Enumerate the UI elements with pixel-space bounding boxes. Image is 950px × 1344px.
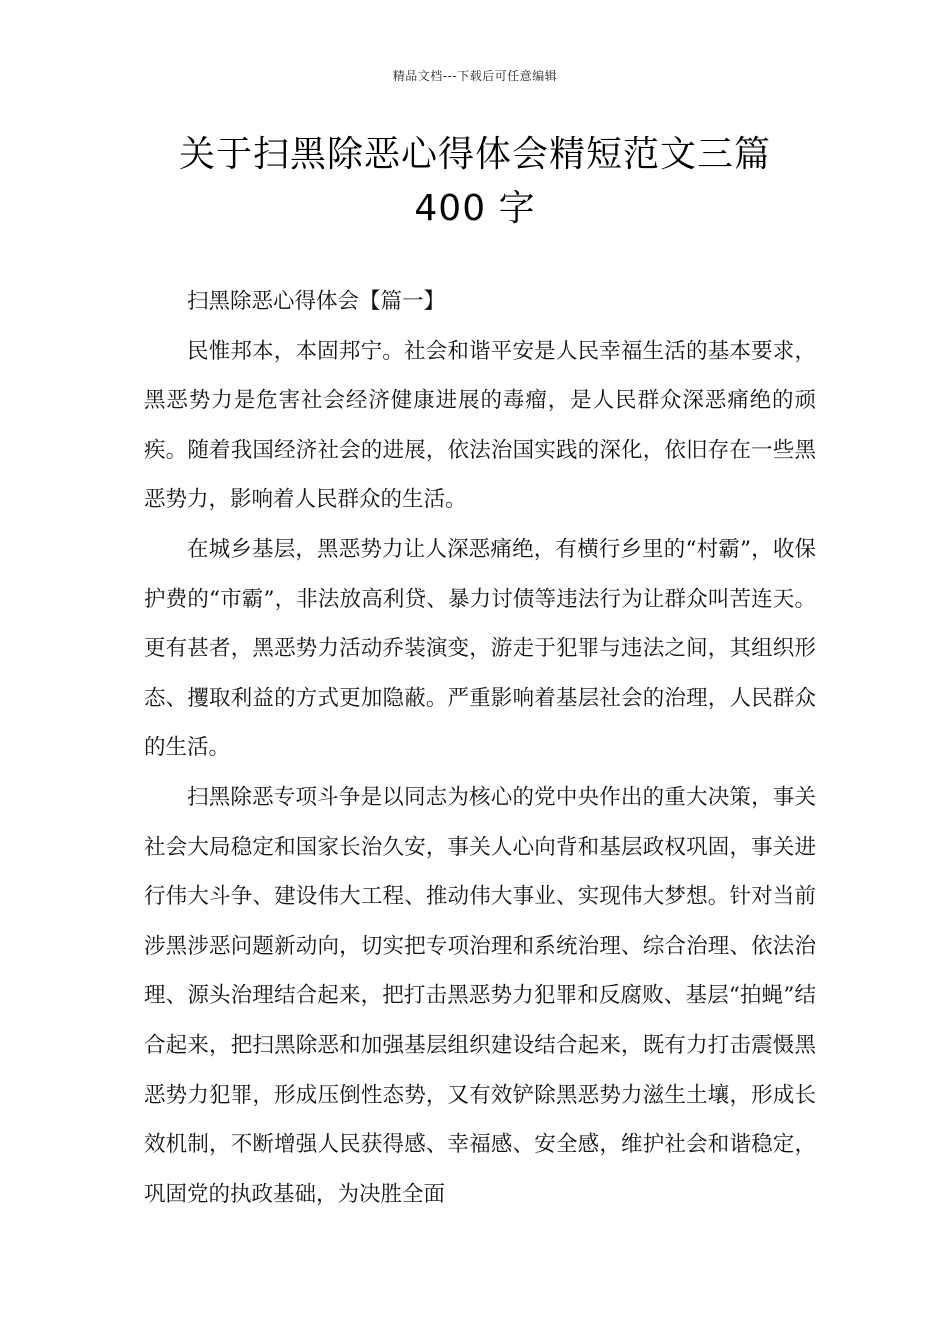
section-heading: 扫黑除恶心得体会【篇一】 — [187, 289, 446, 314]
title-line-2: 400 字 — [414, 188, 536, 229]
header-note: 精品文档---下载后可任意编辑 — [392, 69, 558, 83]
paragraph-3: 扫黑除恶专项斗争是以同志为核心的党中央作出的重大决策，事关社会大局稳定和国家长治久安，事关人心向背和基层政权巩固，事关进行伟大斗争、建设伟大工程、推动伟大事业、实现伟大梦想。针对当前涉黑涉恶问题新动向，切实把专项治理和系统治理、综合治理、依法治理、源头治理结合起来，把打击黑恶势力犯罪和反腐败、基层“拍蝇”结合起来，把扫黑除恶和加强基层组织建设结合起来，既有力打击震慑黑恶势力犯罪，形成压倒性态势，又有效铲除黑恶势力滋生土壤，形成长效机制，不断增强人民获得感、幸福感、安全感，维护社会和谐稳定，巩固党的执政基础，为决胜全面 — [144, 784, 816, 1207]
paragraph-2: 在城乡基层，黑恶势力让人深恶痛绝，有横行乡里的“村霸”，收保护费的“市霸”，非法放高利贷、暴力讨债等违法行为让群众叫苦连天。更有甚者，黑恶势力活动乔装演变，游走于犯罪与违法之间，其组织形态、攫取利益的方式更加隐蔽。严重影响着基层社会的治理，人民群众的生活。 — [144, 536, 816, 761]
document-body — [144, 277, 816, 1219]
title-line-1: 关于扫黑除恶心得体会精短范文三篇 — [178, 134, 771, 175]
paragraph-1: 民惟邦本，本固邦宁。社会和谐平安是人民幸福生活的基本要求，黑恶势力是危害社会经济健康进展的毒瘤，是人民群众深恶痛绝的顽疾。随着我国经济社会的进展，依法治国实践的深化，依旧存在一些黑恶势力，影响着人民群众的生活。 — [144, 338, 816, 513]
document-title — [0, 128, 950, 236]
